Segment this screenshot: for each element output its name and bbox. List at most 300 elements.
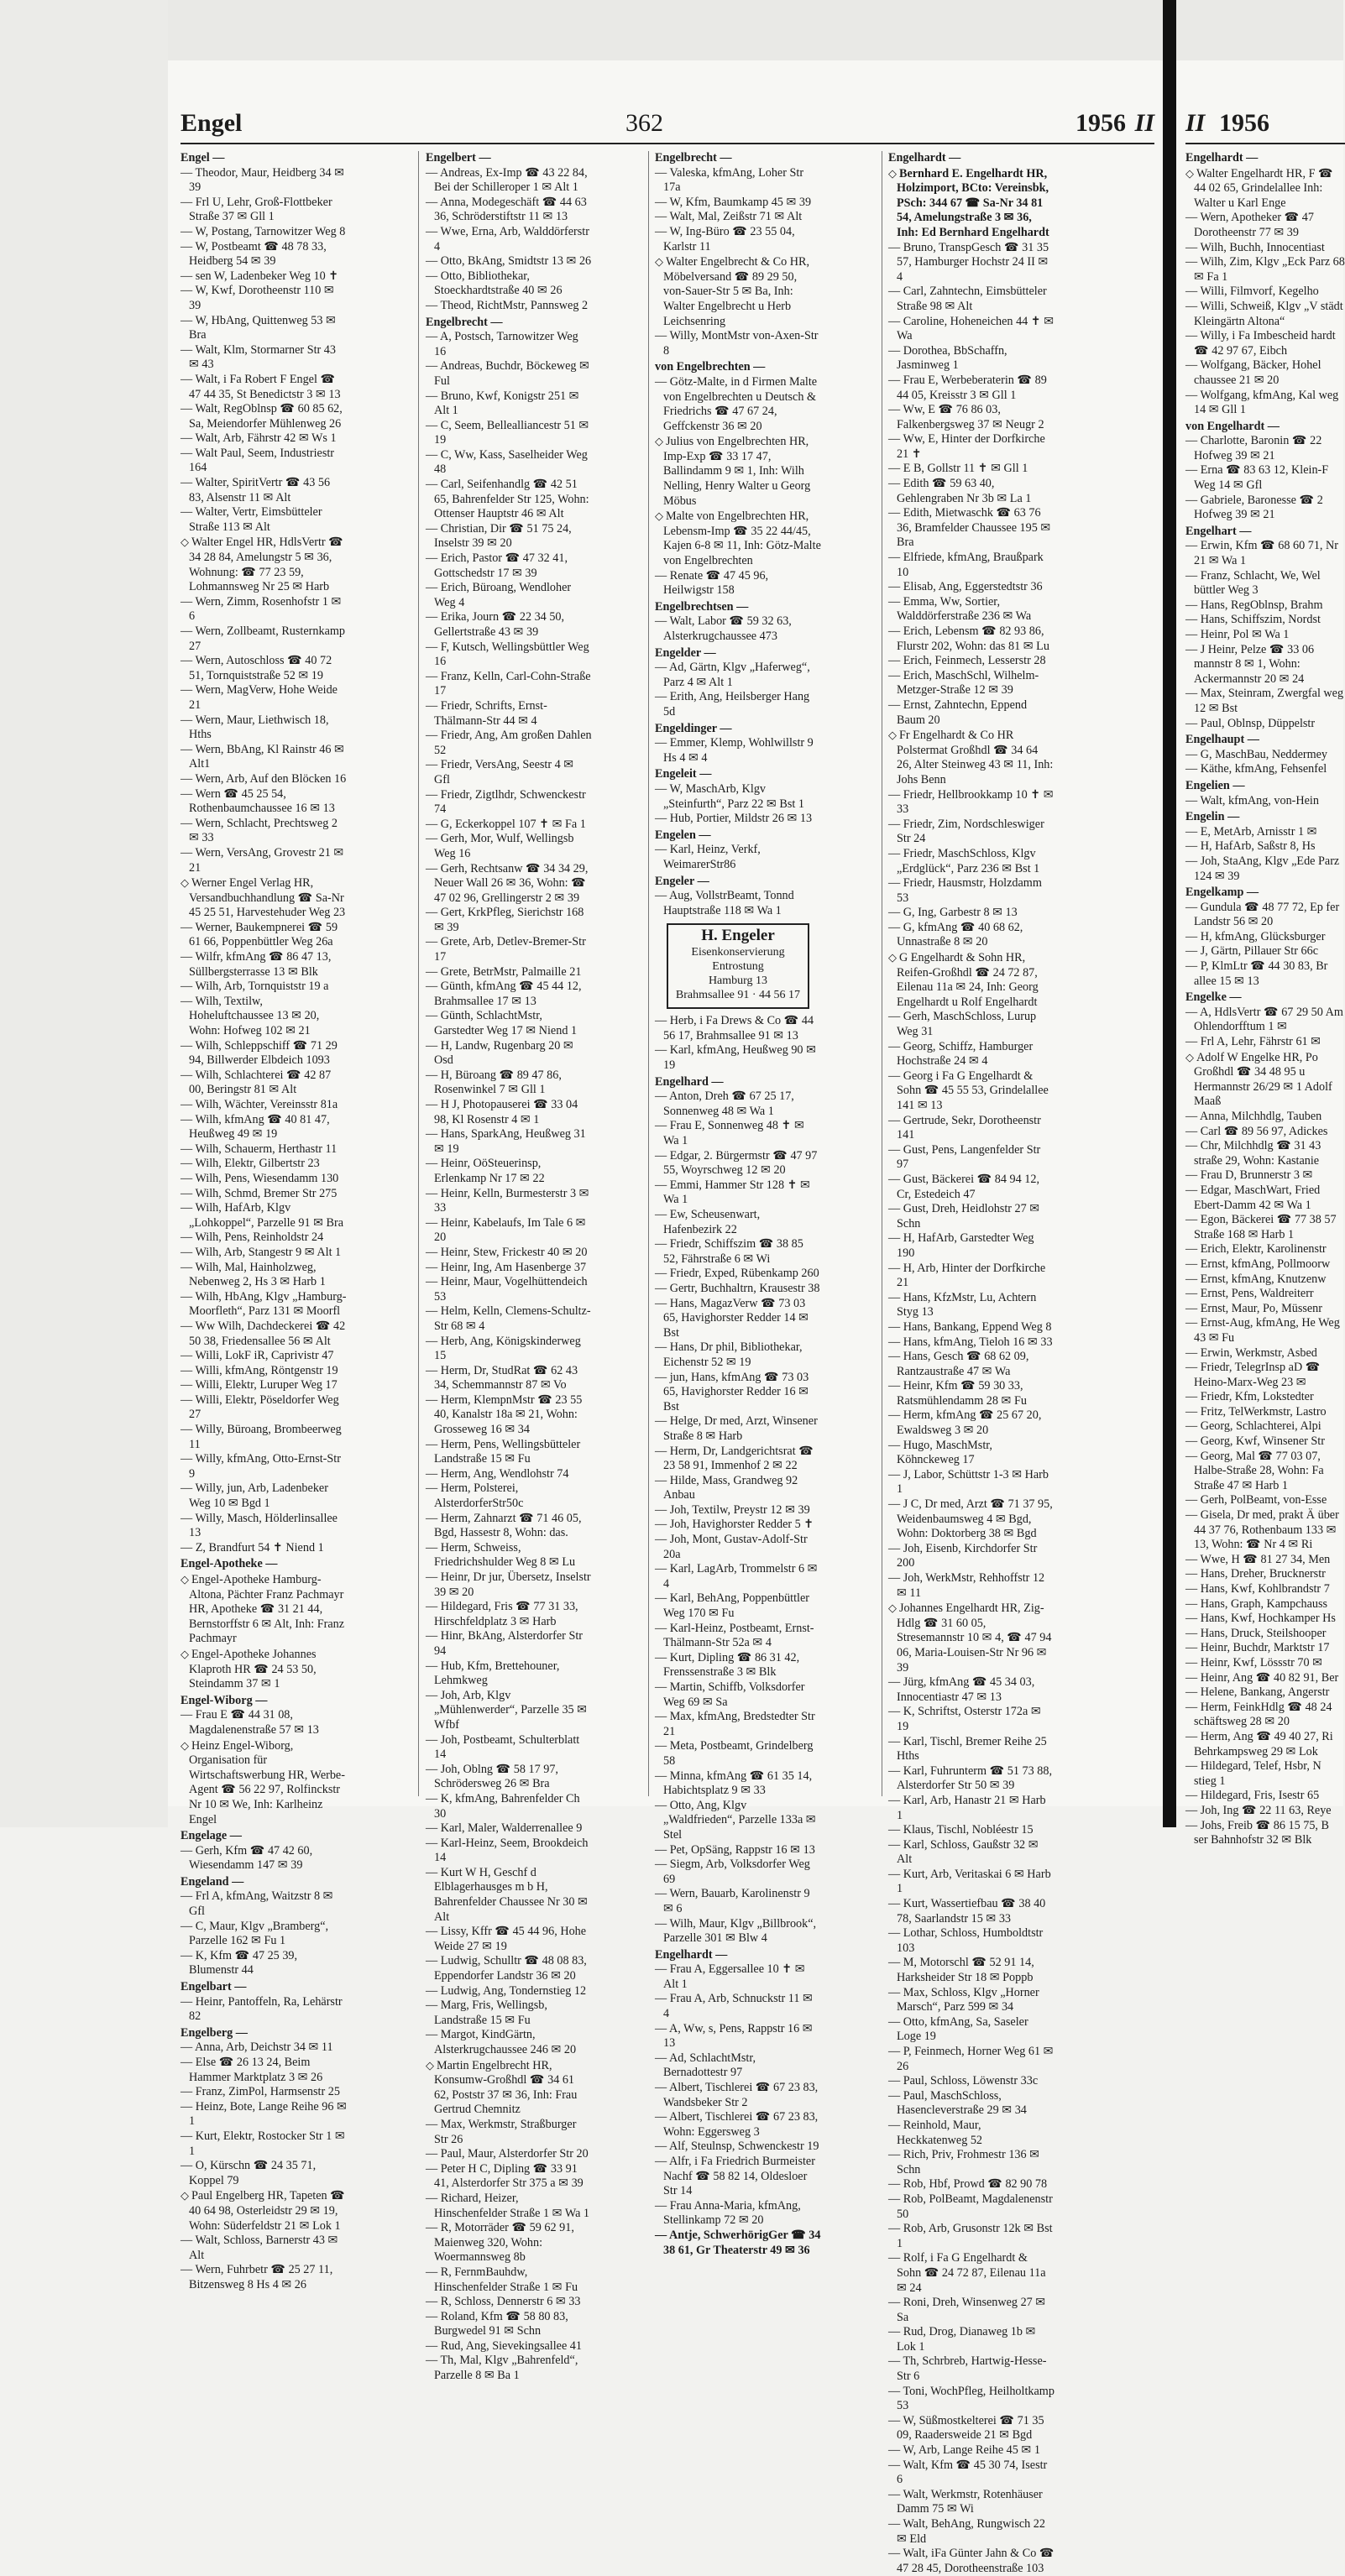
entry-text: — Heinr, Pol ✉ Wa 1 (1185, 628, 1290, 641)
directory-entry (1185, 1759, 1345, 1789)
directory-entry (1185, 329, 1345, 358)
entry-text: Walter Engelhardt HR, F ☎ 44 02 65, Grindelallee Inh: Walter u Karl Enge (1194, 166, 1333, 210)
entry-text: Engel-Apotheke — (181, 1557, 278, 1571)
surname-heading (655, 646, 821, 661)
entry-text: — Wilh, Schlachterei ☎ 42 87 00, Beringstr 81 ✉ Alt (181, 1068, 332, 1097)
directory-entry (888, 1897, 1055, 1926)
directory-entry (426, 2147, 592, 2162)
column-divider (418, 151, 419, 1796)
entry-text: — H, Büroang ☎ 89 47 86, Rosenwinkel 7 ✉ Gll 1 (426, 1068, 562, 1097)
directory-entry (426, 1261, 592, 1276)
entry-text: — E B, Gollstr 11 ✝ ✉ Gll 1 (888, 462, 1028, 476)
directory-entry (655, 1089, 821, 1119)
entry-text: — Herm, KlempnMstr ☎ 23 55 40, Kanalstr 18a ✉ 21, Wohn: Grosseweg 16 ✉ 34 (426, 1393, 583, 1437)
directory-entry (426, 906, 592, 935)
directory-entry (1185, 1701, 1345, 1730)
directory-entry (1185, 1361, 1345, 1390)
entry-text: — Ew, Scheusenwart, Hafenbezirk 22 (655, 1208, 761, 1236)
facing-header-volume: II (1185, 109, 1206, 137)
directory-entry (426, 1467, 592, 1482)
entry-text: — Renate ☎ 47 45 96, Heilwigstr 158 (655, 568, 769, 598)
surname-heading (655, 828, 821, 844)
ad-line: Entrostung (712, 960, 764, 974)
directory-entry (655, 782, 821, 812)
directory-entry (1185, 1493, 1345, 1508)
directory-entry (888, 2458, 1055, 2488)
directory-entry (655, 1340, 821, 1370)
directory-entry (655, 661, 821, 690)
entry-text: — K, kfmAng, Bahrenfelder Ch 30 (426, 1791, 580, 1821)
directory-entry (1185, 1168, 1345, 1183)
directory-entry (655, 1208, 821, 1237)
ad-title: H. Engeler (701, 927, 775, 945)
directory-entry (888, 2385, 1055, 2414)
facing-page-header (1185, 107, 1345, 144)
entry-text: — Willi, Schweiß, Klgv „V städt Kleingärtn Altona“ (1185, 299, 1343, 328)
entry-text: — Ernst, Maur, Po, Müssenr (1185, 1301, 1322, 1315)
entry-text: Julius von Engelbrechten HR, Imp-Exp ☎ 33 17 47, Ballindamm 9 ✉ 1, Inh: Wilh Nelling, Henry Walter u Georg Möbus (663, 435, 811, 508)
directory-entry (426, 389, 592, 419)
entry-text: — Ernst, kfmAng, Pollmoorw (1185, 1257, 1331, 1271)
entry-text: — Jürg, kfmAng ☎ 45 34 03, Innocentiastr 47 ✉ 13 (888, 1675, 1035, 1704)
entry-text: — Walter, Vertr, Eimsbütteler Straße 113 ✉ Alt (181, 505, 322, 534)
directory-entry (1185, 463, 1345, 493)
directory-entry (181, 166, 347, 196)
advertisement-box (667, 923, 809, 1009)
directory-entry (655, 375, 821, 434)
directory-entry (181, 2188, 347, 2234)
entry-text: — Emma, Ww, Sortier, Walddörferstraße 236 ✉ Wa (888, 594, 1032, 624)
directory-entry (1185, 300, 1345, 329)
directory-entry (655, 1710, 821, 1739)
entry-text: — Hans, Dreher, Brucknerstr (1185, 1567, 1326, 1581)
directory-entry (655, 2110, 821, 2140)
directory-entry (655, 509, 821, 568)
entry-text: G Engelhardt & Sohn HR, Reifen-Großhdl ☎ 24 72 87, Eilenau 11a ✉ 24, Inh: Georg Engelhardt u Rolf Engelhardt (897, 951, 1039, 1009)
entry-text: — Hans, SparkAng, Heußweg 31 ✉ 19 (426, 1127, 586, 1156)
entry-text: — Helge, Dr med, Arzt, Winsener Straße 8 ✉ Harb (655, 1414, 818, 1443)
directory-entry (181, 683, 347, 713)
entry-text: — Hans, Dr phil, Bibliothekar, Eichenstr 52 ✉ 19 (655, 1340, 803, 1369)
directory-entry (426, 935, 592, 964)
entry-text: — Rud, Drog, Dianaweg 1b ✉ Lok 1 (888, 2325, 1036, 2354)
entry-text: — Herm, Schweiss, Friedrichshulder Weg 8 ✉ Lu (426, 1540, 576, 1570)
directory-entry (181, 2085, 347, 2100)
directory-entry (888, 921, 1055, 950)
directory-entry (1185, 1656, 1345, 1671)
entry-text: — Emmi, Hammer Str 128 ✝ ✉ Wa 1 (655, 1178, 810, 1207)
entry-text: Engelbert — (426, 151, 491, 165)
column-divider (648, 151, 649, 1796)
entry-text: — Hub, Portier, Mildstr 26 ✉ 13 (655, 812, 813, 826)
entry-text: — Joh, Arb, Klgv „Mühlenwerder“, Parzelle 35 ✉ Wfbf (426, 1688, 588, 1732)
entry-text: — C, Seem, Bellealliancestr 51 ✉ 19 (426, 418, 589, 447)
entry-text: — Hans, MagazVerw ☎ 73 03 65, Havighorster Redder 14 ✉ Bst (655, 1296, 809, 1340)
entry-text: — R, Schloss, Dennerstr 6 ✉ 33 (426, 2295, 581, 2309)
entry-text: — H, Landw, Rugenbarg 20 ✉ Osd (426, 1038, 573, 1068)
directory-entry (181, 713, 347, 743)
entry-text: — Max, Schloss, Klgv „Horner Marsch“, Parz 599 ✉ 34 (888, 1985, 1039, 2014)
directory-entry (1185, 1612, 1345, 1627)
entry-text: — Edith, Mietwaschk ☎ 63 76 36, Bramfelder Chaussee 195 ✉ Bra (888, 506, 1051, 550)
directory-entry (426, 196, 592, 225)
entry-text: — Walt, Werkmstr, Rotenhäuser Damm 75 ✉ Wi (888, 2487, 1043, 2516)
directory-entry (655, 1962, 821, 1992)
entry-text: — Heinr, Dr jur, Übersetz, Inselstr 39 ✉ 20 (426, 1570, 591, 1599)
entry-text: — Heinr, Kwf, Lössstr 70 ✉ (1185, 1655, 1323, 1669)
directory-entry (1185, 1582, 1345, 1597)
directory-entry (655, 569, 821, 598)
directory-entry (888, 818, 1055, 847)
entry-text: — Fritz, TelWerkmstr, Lastro (1185, 1404, 1327, 1419)
surname-heading (655, 1948, 821, 1963)
directory-entry (655, 1503, 821, 1518)
entry-text: — Joh, Ing ☎ 22 11 63, Reye (1185, 1803, 1332, 1817)
entry-text: — Herb, Ang, Königskinderweg 15 (426, 1334, 581, 1363)
entry-text: — Wilh, Pens, Reinholdstr 24 (181, 1231, 324, 1245)
entry-text: — Karl, Arb, Hanastr 21 ✉ Harb 1 (888, 1793, 1046, 1822)
entry-text: — Wilh, Schauerm, Herthastr 11 (181, 1142, 338, 1156)
directory-entry (181, 743, 347, 772)
entry-text: — Friedr, VersAng, Seestr 4 ✉ Gfl (426, 758, 574, 786)
directory-entry (181, 2056, 347, 2085)
column-3 (655, 149, 821, 2257)
directory-entry (426, 1984, 592, 1999)
directory-entry (888, 788, 1055, 818)
directory-entry (426, 980, 592, 1009)
entry-text: — Karl, Fuhrunterm ☎ 51 73 88, Alsterdorfer Str 50 ✉ 39 (888, 1763, 1052, 1793)
directory-entry (888, 950, 1055, 1010)
entry-text: — Ad, SchlachtMstr, Bernadottestr 97 (655, 2051, 756, 2080)
entry-text: — Friedr, Schiffszim ☎ 38 85 52, Fährstraße 6 ✉ Wi (655, 1237, 803, 1266)
entry-text: — Paul, MaschSchloss, Hasencleverstraße 29 ✉ 34 (888, 2088, 1027, 2118)
entry-text: Engelbart — (181, 1980, 247, 1994)
entry-text: — Hans, KfzMstr, Lu, Achtern Styg 13 (888, 1290, 1037, 1319)
entry-text: Heinz Engel-Wiborg, Organisation für Wirtschaftswerbung HR, Werbe-Agent ☎ 56 22 97, Rolfinckstr Nr 10 ✉ We, Inh: Karlheinz Engel (189, 1738, 345, 1826)
directory-entry (888, 1794, 1055, 1823)
entry-text: — E, MetArb, Arnisstr 1 ✉ (1185, 824, 1317, 839)
entry-text: — Wwe, H ☎ 81 27 34, Men (1185, 1552, 1331, 1566)
directory-entry (181, 1481, 347, 1511)
directory-entry (888, 1350, 1055, 1379)
directory-entry (1185, 1671, 1345, 1686)
directory-entry (181, 817, 347, 846)
entry-text: — Walt, RegOblnsp ☎ 60 85 62, Sa, Meiendorfer Mühlenweg 26 (181, 402, 343, 431)
entry-text: Engelbrecht — (655, 151, 732, 165)
entry-text: — Richard, Heizer, Hinschenfelder Straße 1 ✉ Wa 1 (426, 2191, 590, 2220)
directory-entry (426, 2265, 592, 2295)
surname-heading (1185, 151, 1345, 166)
directory-entry (655, 1043, 821, 1073)
entry-text: — Andreas, Buchdr, Böckeweg ✉ Ful (426, 359, 589, 388)
entry-text: — Theod, RichtMstr, Pannsweg 2 (426, 298, 589, 312)
directory-entry (1185, 687, 1345, 716)
directory-entry (181, 284, 347, 313)
directory-entry (1185, 1257, 1345, 1272)
directory-entry (888, 1143, 1055, 1173)
directory-entry (888, 2325, 1055, 2354)
directory-entry (888, 2177, 1055, 2192)
entry-text: — Wern, Fuhrbetr ☎ 25 27 11, Bitzensweg 8 Hs 4 ✉ 26 (181, 2263, 333, 2291)
surname-heading (181, 1557, 347, 1572)
entry-text: — Wilh, Buchh, Innocentiast (1185, 240, 1325, 254)
directory-entry (655, 1843, 821, 1858)
entry-text: — Wilh, HbAng, Klgv „Hamburg-Moorfleth“, Parz 131 ✉ Moorfl (181, 1289, 347, 1319)
entry-text: — J Heinr, Pelze ☎ 33 06 mannstr 8 ✉ 1, Wohn: Ackermannstr 20 ✉ 24 (1185, 642, 1315, 686)
entry-text: — Edgar, MaschWart, Fried Ebert-Damm 42 ✉ Wa 1 (1185, 1183, 1321, 1212)
entry-text: — Wern, Zollbeamt, Rusternkamp 27 (181, 624, 345, 653)
entry-text: Engelhaupt — (1185, 733, 1259, 747)
entry-text: — Willi, Filmvorf, Kegelho (1185, 285, 1319, 299)
directory-entry (655, 1371, 821, 1415)
directory-entry (655, 1533, 821, 1562)
entry-text: Engelke — (1185, 990, 1242, 1005)
directory-entry (1185, 748, 1345, 763)
directory-entry (181, 373, 347, 402)
entry-text: — Anton, Dreh ☎ 67 25 17, Sonnenweg 48 ✉ Wa 1 (655, 1089, 794, 1118)
directory-entry (655, 434, 821, 509)
directory-entry (181, 402, 347, 431)
directory-entry (181, 535, 347, 594)
entry-text: — Karl, kfmAng, Heußweg 90 ✉ 19 (655, 1043, 816, 1073)
entry-text: — Willy, Büroang, Brombeerweg 11 (181, 1423, 342, 1451)
column-2 (426, 149, 592, 2383)
directory-entry (181, 1231, 347, 1246)
directory-entry (888, 2192, 1055, 2222)
entry-text: — Walt, Labor ☎ 59 32 63, Alsterkrugchaussee 473 (655, 614, 792, 643)
entry-text: — Frau E, Sonnenweg 48 ✝ ✉ Wa 1 (655, 1119, 804, 1148)
directory-entry (426, 1659, 592, 1689)
directory-entry (181, 1423, 347, 1452)
entry-text: — Dorothea, BbSchaffn, Jasminweg 1 (888, 343, 1007, 373)
entry-text: — A, Postsch, Tarnowitzer Weg 16 (426, 330, 578, 358)
entry-text: — Karl, Tischl, Bremer Reihe 25 Hths (888, 1734, 1047, 1763)
directory-entry (888, 1542, 1055, 1571)
surname-heading (181, 2026, 347, 2041)
directory-entry (1185, 1627, 1345, 1642)
directory-entry (655, 843, 821, 872)
directory-entry (426, 1512, 592, 1541)
entry-text: Engeler — (655, 874, 709, 888)
entry-text: — Käthe, kfmAng, Fehsenfel (1185, 762, 1327, 776)
directory-entry (888, 1320, 1055, 1335)
entry-text: — Wern, Autoschloss ☎ 40 72 51, Tornquiststraße 52 ✉ 19 (181, 654, 332, 682)
directory-entry (181, 1261, 347, 1290)
diamond-bullet-icon: ◇ (181, 1647, 189, 1660)
entry-text: — Heinr, Kabelaufs, Im Tale 6 ✉ 20 (426, 1215, 586, 1245)
directory-entry (888, 1262, 1055, 1291)
entry-text: — Hans, Schiffszim, Nordst (1185, 613, 1321, 627)
directory-entry (1185, 1110, 1345, 1125)
entry-text: — Georg, Schiffz, Hamburger Hochstraße 24 ✉ 4 (888, 1039, 1034, 1069)
directory-entry (888, 506, 1055, 551)
directory-entry (1185, 539, 1345, 568)
entry-text: — Wilh, kfmAng ☎ 40 81 47, Heußweg 49 ✉ 19 (181, 1112, 330, 1142)
directory-entry (426, 1127, 592, 1157)
entry-text: — Gerh, PolBeamt, von-Esse (1185, 1493, 1327, 1507)
directory-entry (426, 330, 592, 359)
directory-entry (888, 595, 1055, 624)
directory-entry (181, 1172, 347, 1187)
directory-entry (1185, 854, 1345, 884)
entry-text: — H, Arb, Hinter der Dorfkirche 21 (888, 1261, 1046, 1290)
entry-text: — Erich, Elektr, Karolinenstr (1185, 1242, 1327, 1257)
directory-entry (1185, 944, 1345, 959)
directory-entry (426, 2310, 592, 2339)
entry-text: — J, Gärtn, Pillauer Str 66c (1185, 944, 1319, 959)
surname-heading (1185, 886, 1345, 901)
entry-text: — Willi, LokF iR, Caprivistr 47 (181, 1349, 334, 1363)
entry-text: — F, Kutsch, Wellingsbüttler Weg 16 (426, 640, 589, 669)
directory-entry (426, 551, 592, 581)
directory-entry (888, 1040, 1055, 1069)
diamond-bullet-icon: ◇ (655, 435, 663, 448)
entry-text: — Wilh, Mal, Hainholzweg, Nebenweg 2, Hs 3 ✉ Harb 1 (181, 1260, 326, 1289)
entry-text: — Hugo, MaschMstr, Köhnckeweg 17 (888, 1438, 992, 1467)
entry-text: — Gust, Dreh, Heidlohstr 27 ✉ Schn (888, 1202, 1040, 1231)
directory-entry (655, 1562, 821, 1591)
entry-text: — Wwe, Erna, Arb, Walddörferstr 4 (426, 224, 589, 253)
directory-entry (1185, 1183, 1345, 1213)
directory-entry (888, 2089, 1055, 2119)
entry-text: Engelder — (655, 645, 716, 660)
entry-text: — Friedr, Kfm, Lokstedter (1185, 1390, 1314, 1404)
directory-entry (1185, 241, 1345, 256)
directory-entry (888, 2414, 1055, 2443)
directory-entry (655, 1622, 821, 1651)
directory-entry (1185, 1434, 1345, 1450)
entry-text: Johannes Engelhardt HR, Zig-Hdlg ☎ 31 60 05, Stresemannstr 10 ✉ 4, ☎ 47 94 06, Maria-Louisen-Str Nr 96 ✉ 39 (897, 1602, 1052, 1675)
entry-text: — Rolf, i Fa G Engelhardt & Sohn ☎ 24 72 87, Eilenau 11a ✉ 24 (888, 2251, 1046, 2295)
directory-entry (655, 1651, 821, 1680)
directory-entry (1185, 1302, 1345, 1317)
surname-heading (655, 360, 821, 375)
entry-text: — Anna, Milchhdlg, Tauben (1185, 1110, 1322, 1123)
entry-text: — Anna, Arb, Deichstr 34 ✉ 11 (181, 2040, 333, 2055)
entry-text: — W, MaschArb, Klgv „Steinfurth“, Parz 22 ✉ Bst 1 (655, 781, 804, 811)
directory-entry (181, 1098, 347, 1113)
entry-text: — Willy, kfmAng, Otto-Ernst-Str 9 (181, 1452, 341, 1481)
surname-heading (181, 1694, 347, 1709)
entry-text: — Erika, Journ ☎ 22 34 50, Gellertstraße 43 ✉ 39 (426, 610, 565, 639)
entry-text: — Herm, Pens, Wellingsbütteler Landstraße 15 ✉ Fu (426, 1437, 581, 1466)
entry-text: Engel-Apotheke Johannes Klaproth HR ☎ 24 53 50, Steindamm 37 ✉ 1 (189, 1647, 317, 1691)
directory-entry (655, 2022, 821, 2051)
entry-text: Engelberg — (181, 2025, 248, 2040)
entry-text: — Frau E, Werbeberaterin ☎ 89 44 05, Kreisstr 3 ✉ Gll 1 (888, 373, 1047, 402)
entry-text: — Frau E ☎ 44 31 08, Magdalenenstraße 57 ✉ 13 (181, 1708, 319, 1737)
entry-text: — Wern, Apotheker ☎ 47 Dorotheenstr 77 ✉ 39 (1185, 211, 1314, 239)
entry-text: — Wern, Zimm, Rosenhofstr 1 ✉ 6 (181, 594, 342, 624)
entry-text: — Bruno, TranspGesch ☎ 31 35 57, Hamburger Hochstr 24 II ✉ 4 (888, 240, 1049, 284)
entry-text: — Gerh, Rechtsanw ☎ 34 34 29, Neuer Wall 26 ✉ 36, Wohn: ☎ 47 02 96, Grellingerstr 2 ✉ 39 (426, 861, 589, 905)
entry-text: — Christian, Dir ☎ 51 75 24, Inselstr 39 ✉ 20 (426, 521, 572, 551)
directory-entry (181, 2234, 347, 2263)
entry-text: — Lothar, Schloss, Humboldtstr 103 (888, 1926, 1044, 1955)
entry-text: — Caroline, Hoheneichen 44 ✝ ✉ Wa (888, 314, 1055, 343)
directory-entry (426, 610, 592, 640)
entry-text: — Friedr, Ang, Am großen Dahlen 52 (426, 729, 592, 757)
directory-entry (1185, 1242, 1345, 1257)
entry-text: — Else ☎ 26 13 24, Beim Hammer Marktplatz 3 ✉ 26 (181, 2056, 323, 2084)
entry-text: — A, Ww, s, Pens, Rappstr 16 ✉ 13 (655, 2021, 813, 2051)
surname-heading (888, 151, 1055, 166)
directory-entry (1185, 1405, 1345, 1420)
directory-entry (655, 889, 821, 918)
directory-entry (655, 1799, 821, 1843)
entry-text: — H, kfmAng, Glücksburger (1185, 929, 1326, 943)
directory-entry (181, 980, 347, 995)
directory-entry (655, 1887, 821, 1916)
directory-entry (888, 374, 1055, 403)
entry-text: — Friedr, Schrifts, Ernst-Thälmann-Str 44 ✉ 4 (426, 698, 547, 728)
surname-heading (181, 1829, 347, 1844)
header-keyword: Engel (181, 109, 243, 137)
directory-entry (426, 225, 592, 254)
directory-entry (888, 1571, 1055, 1601)
entry-text: — Hildegard, Fris ☎ 77 31 33, Hirschfeldplatz 3 ✉ Harb (426, 1600, 578, 1628)
surname-heading (655, 600, 821, 615)
directory-entry (888, 166, 1055, 241)
directory-entry (888, 1468, 1055, 1497)
directory-entry (181, 1572, 347, 1647)
entry-text: — Edith ☎ 59 63 40, Gehlengraben Nr 3b ✉ La 1 (888, 477, 1032, 505)
directory-entry (426, 299, 592, 314)
directory-entry (888, 2015, 1055, 2045)
entry-text: Engelhardt — (655, 1947, 728, 1962)
directory-entry (426, 965, 592, 980)
diamond-bullet-icon: ◇ (181, 1738, 189, 1752)
entry-text: — Heinr, Ing, Am Hasenberge 37 (426, 1260, 587, 1274)
directory-entry (426, 1925, 592, 1954)
entry-text: — Karl, Maler, Walderrenallee 9 (426, 1821, 583, 1836)
directory-entry (1185, 1567, 1345, 1582)
directory-entry (888, 1838, 1055, 1868)
directory-entry (181, 772, 347, 787)
entry-text: — Karl-Heinz, Seem, Brookdeich 14 (426, 1836, 589, 1865)
surname-heading (655, 1075, 821, 1090)
entry-text: — Herm, FeinkHdlg ☎ 48 24 schäftsweg 28 ✉ 20 (1185, 1700, 1332, 1729)
directory-entry (426, 1393, 592, 1438)
directory-entry (655, 1178, 821, 1208)
entry-text: — Wern, Schlacht, Prechtsweg 2 ✉ 33 (181, 816, 338, 845)
entry-text: — C, Ww, Kass, Saselheider Weg 48 (426, 447, 588, 477)
entry-text: — Helm, Kelln, Clemens-Schultz-Str 68 ✉ 4 (426, 1304, 591, 1333)
directory-entry (1185, 1419, 1345, 1434)
directory-entry (426, 1570, 592, 1600)
ad-line: Brahmsallee 91 · 44 56 17 (675, 989, 801, 1002)
directory-entry (1185, 255, 1345, 285)
surname-heading (655, 151, 821, 166)
directory-entry (426, 2058, 592, 2118)
entry-text: — Paul, Maur, Alsterdorfer Str 20 (426, 2147, 589, 2161)
directory-entry (181, 921, 347, 950)
directory-entry (1185, 166, 1345, 212)
directory-entry (181, 1512, 347, 1541)
entry-text: — Frau A, Eggersallee 10 ✝ ✉ Alt 1 (655, 1962, 805, 1991)
entry-text: — Siegm, Arb, Volksdorfer Weg 69 (655, 1858, 810, 1886)
directory-entry (888, 315, 1055, 344)
entry-text: — Hans, Druck, Steilshooper (1185, 1626, 1327, 1640)
column-4 (888, 149, 1055, 2575)
book-gutter (1163, 0, 1176, 1827)
directory-entry (1185, 1597, 1345, 1612)
entry-text: — Willy, Masch, Hölderlinsallee 13 (181, 1511, 338, 1540)
entry-text: Engelhardt — (1185, 151, 1259, 165)
entry-text: — Joh, WerkMstr, Rehhoffstr 12 ✉ 11 (888, 1571, 1045, 1600)
directory-entry (655, 812, 821, 827)
entry-text: von Engelbrechten — (655, 360, 766, 374)
